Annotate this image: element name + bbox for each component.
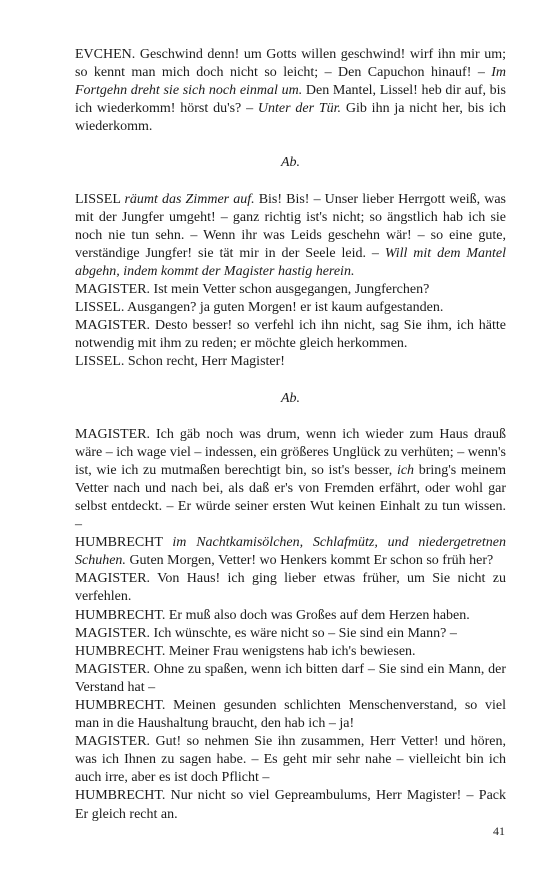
speech-humbrecht: HUMBRECHT. Meinen gesunden schlichten Menschenverstand, so viel man in die Haushaltung braucht, den hab ich – ja! <box>75 698 506 732</box>
page-number: 41 <box>493 824 505 838</box>
speech-humbrecht <box>75 534 506 570</box>
page-body <box>75 46 506 824</box>
speech-lissel: LISSEL. Ausgangen? ja guten Morgen! er ist kaum aufgestanden. <box>75 300 444 316</box>
emphasis: ich <box>396 462 415 478</box>
speaker-name: HUMBRECHT <box>75 535 173 551</box>
stage-direction: räumt das Zimmer auf. <box>124 191 255 207</box>
speech-magister: MAGISTER. Von Haus! ich ging lieber etwas früher, um Sie nicht zu verfehlen. <box>75 571 506 605</box>
speech-text: MAGISTER. Ich gäb noch was drum, wenn ich wieder zum Haus drauß wäre – ich wage viel – indessen, ein größeres Unglück zu verhüten; – wenn's ist, wie ich zu mutmaßen berechtigt bin, so ist's besser, <box>75 426 506 478</box>
exit-direction-2: Ab. <box>280 390 301 406</box>
speech-magister: MAGISTER. Desto besser! so verfehl ich ihn nicht, sag Sie ihm, ich hätte notwendig mit ihm zu reden; er möchte gleich herkommen. <box>75 318 506 352</box>
speech-text: Guten Morgen, Vetter! wo Henkers kommt Er schon so früh her? <box>125 553 494 569</box>
stage-direction: – Im Fortgehn dreht sie sich noch einmal um. <box>75 65 507 99</box>
speech-lissel: LISSEL. Schon recht, Herr Magister! <box>75 354 285 370</box>
speech-magister: MAGISTER. Ich wünschte, es wäre nicht so – Sie sind ein Mann? – <box>75 625 457 641</box>
speech-humbrecht: HUMBRECHT. Meiner Frau wenigstens hab ich's bewiesen. <box>75 643 416 659</box>
stage-direction: Unter der Tür. <box>257 101 342 117</box>
speech-magister: MAGISTER. Ist mein Vetter schon ausgegangen, Jungferchen? <box>75 282 430 298</box>
speech-text: Bis! Bis! – Unser lieber Herrgott weiß, was mit der Jungfer umgeht! – ganz richtig ist's nicht; so ängstlich hab ich sie noch nie tun sehn. – Wenn ihr was Leids geschehn wär! – so eine gute, verständige Jungfer! sie tät mir in der Seele leid. – <box>75 191 506 261</box>
speaker-name: LISSEL <box>75 191 125 207</box>
stage-direction: Will mit dem Mantel abgehn, indem kommt der Magister hastig herein. <box>75 245 506 279</box>
speech-text: Gib ihn ja nicht her, bis ich wiederkomm. <box>75 101 506 135</box>
speech-evchen <box>75 46 506 136</box>
speech-text: Den Mantel, Lissel! heb dir auf, bis ich wiederkomm! hörst du's? – <box>75 83 507 117</box>
speech-humbrecht: HUMBRECHT. Nur nicht so viel Gepreambulums, Herr Magister! – Pack Er gleich recht an. <box>75 788 506 822</box>
speech-magister <box>75 426 506 535</box>
speech-text: bring's meinem Vetter nach und nach bei, als daß er's von Fremden erfährt, oder wohl gar selbst entdeckt. – Er würde seiner ersten Wut keinen Einhalt zu tun wissen. – <box>75 462 506 533</box>
exit-direction-1: Ab. <box>280 155 301 171</box>
speech-text: EVCHEN. Geschwind denn! um Gotts willen geschwind! wirf ihn mir um; so kennt man mich doch nicht so leicht; – Den Capuchon hinauf! <box>75 47 506 81</box>
speech-humbrecht: HUMBRECHT. Er muß also doch was Großes auf dem Herzen haben. <box>75 607 470 623</box>
speech-lissel <box>75 191 506 281</box>
stage-direction: im Nachtkamisölchen, Schlafmütz, und niedergetretnen Schuhen. <box>75 535 506 569</box>
speech-magister: MAGISTER. Gut! so nehmen Sie ihn zusammen, Herr Vetter! und hören, was ich Ihnen zu sagen habe. – Es geht mir sehr nahe – vielleicht bin ich auch irre, aber es ist doch Pflicht – <box>75 734 506 786</box>
speech-magister: MAGISTER. Ohne zu spaßen, wenn ich bitten darf – Sie sind ein Mann, der Verstand hat – <box>75 661 506 695</box>
